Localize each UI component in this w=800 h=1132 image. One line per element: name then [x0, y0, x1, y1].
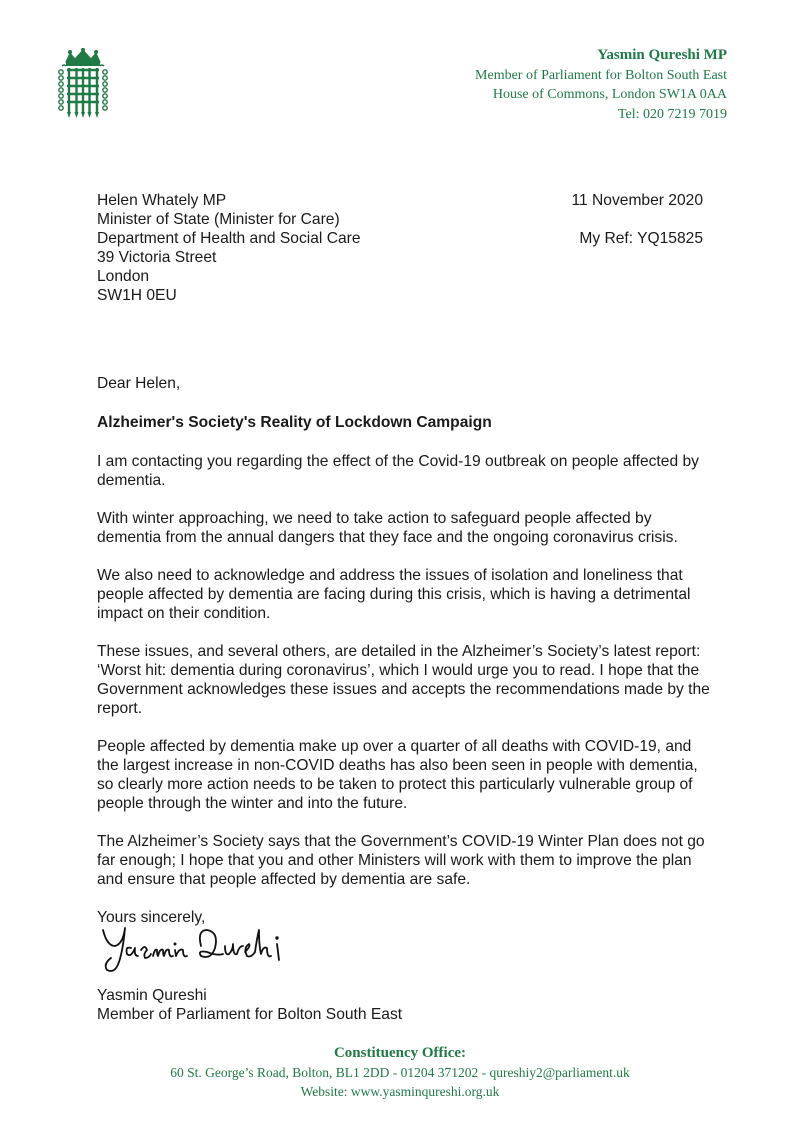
salutation: Dear Helen, [97, 375, 181, 392]
mp-telephone: Tel: 020 7219 7019 [617, 106, 727, 122]
body-paragraph: People affected by dementia make up over a quarter of all deaths with COVID-19, and the largest increase in non-COVID deaths has also been seen in people with dementia, so clearly more action needs to be taken to protect this particularly vulnerable group of people through the winter and into the future. [97, 738, 698, 812]
recipient-line: 39 Victoria Street [97, 249, 217, 266]
recipient-line: London [97, 268, 150, 285]
recipient-line: Department of Health and Social Care [97, 230, 361, 247]
letter-body [97, 374, 717, 927]
letter-reference: My Ref: YQ15825 [579, 230, 703, 247]
date-reference-block [572, 191, 703, 248]
recipient-line: SW1H 0EU [97, 287, 177, 304]
body-paragraph: These issues, and several others, are detailed in the Alzheimer’s Society’s latest report: ‘Worst hit: dementia during coronavirus’, which I would urge you to read. I hope that the Government acknowledges these issues and accepts the recommendations made by the report. [97, 643, 710, 717]
recipient-address [97, 191, 361, 305]
recipient-line: Helen Whately MP [97, 192, 227, 209]
closing: Yours sincerely, [97, 909, 206, 926]
recipient-line: Minister of State (Minister for Care) [97, 211, 340, 228]
letterhead [475, 46, 727, 124]
footer [0, 1044, 800, 1101]
website-link[interactable]: Website: www.yasminqureshi.org.uk [300, 1084, 500, 1099]
signer-name: Yasmin Qureshi [97, 987, 207, 1004]
letter-date: 11 November 2020 [571, 192, 703, 209]
mp-address: House of Commons, London SW1A 0AA [492, 87, 727, 102]
body-paragraph: I am contacting you regarding the effect of the Covid-19 outbreak on people affected by dementia. [97, 453, 699, 489]
constituency-contact: 60 St. George’s Road, Bolton, BL1 2DD - 01204 371202 - qureshiy2@parliament.uk [170, 1065, 630, 1080]
letter-subject: Alzheimer's Society's Reality of Lockdown Campaign [97, 414, 492, 431]
mp-role: Member of Parliament for Bolton South East [475, 67, 727, 83]
body-paragraph: With winter approaching, we need to take action to safeguard people affected by dementia from the annual dangers that they face and the ongoing coronavirus crisis. [97, 510, 678, 546]
body-paragraph: The Alzheimer’s Society says that the Government’s COVID-19 Winter Plan does not go far enough; I hope that you and other Ministers will work with them to improve the plan and ensure that people affected by dementia are safe. [97, 833, 705, 888]
body-paragraph: We also need to acknowledge and address the issues of isolation and loneliness that people affected by dementia are facing during this crisis, which is having a detrimental impact on their condition. [97, 567, 691, 622]
mp-name: Yasmin Qureshi MP [597, 47, 727, 63]
constituency-office-label: Constituency Office: [333, 1045, 467, 1061]
handwritten-signature [97, 916, 307, 978]
portcullis-logo-icon [54, 48, 112, 124]
signoff-block [97, 986, 402, 1024]
signer-title: Member of Parliament for Bolton South East [97, 1006, 403, 1023]
